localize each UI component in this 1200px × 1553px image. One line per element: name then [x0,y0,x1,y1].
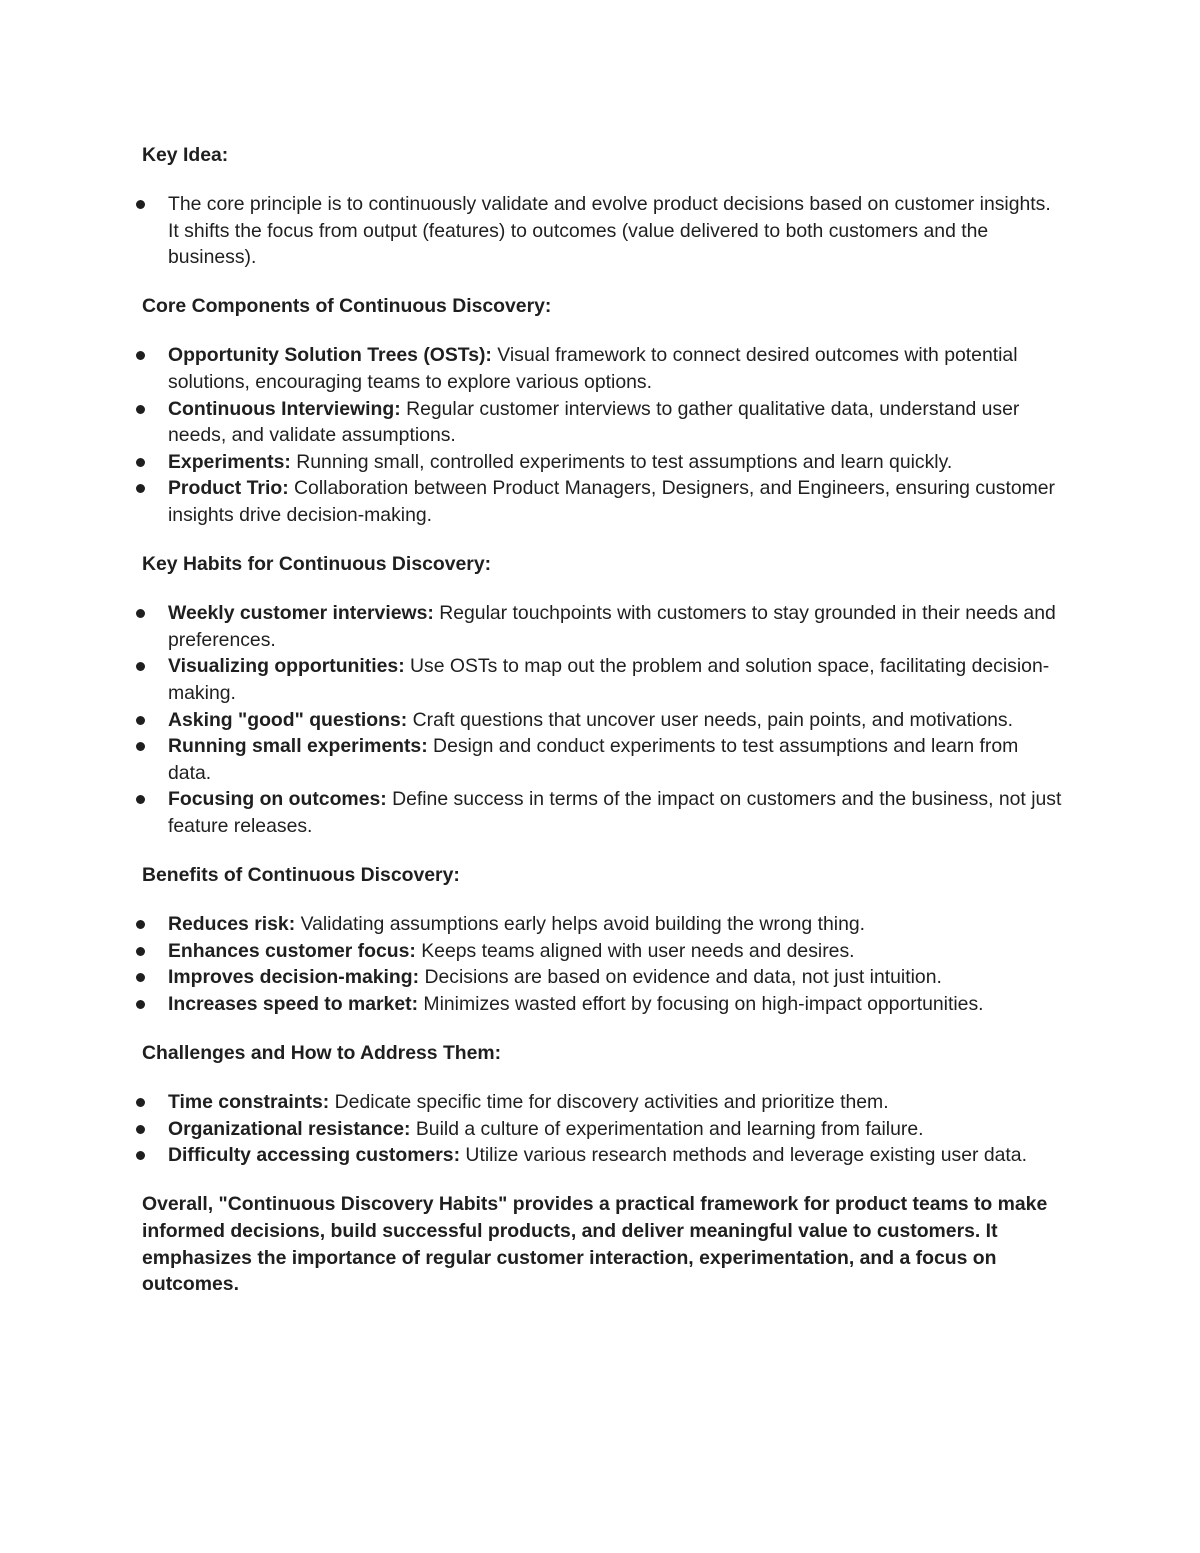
summary-paragraph: Overall, "Continuous Discovery Habits" provides a practical framework for product teams to make informed decisions, build successful products, and deliver meaningful value to customers. It emphasizes the importance of regular customer interaction, experimentation, and a focus on outcomes. [142,1193,1048,1296]
list-item-text: Decisions are based on evidence and data, not just intuition. [419,966,942,989]
spacer [142,578,1062,601]
list-item-text: Use OSTs to map out the problem and solution space, facilitating decision-making. [168,655,1050,704]
list-item-text: Minimizes wasted effort by focusing on high-impact opportunities. [418,992,984,1015]
list-item [142,1142,1062,1169]
list-item-text: The core principle is to continuously validate and evolve product decisions based on customer insights. It shifts the focus from output (features) to outcomes (value delivered to both customers and the business). [168,193,1051,269]
bullet-icon [136,1098,145,1107]
bullet-icon [136,405,145,414]
list-item-text: Collaboration between Product Managers, Designers, and Engineers, ensuring customer insights drive decision-making. [168,477,1056,527]
list-item-term: Continuous Interviewing: [168,397,401,420]
list-item-text: Craft questions that uncover user needs, pain points, and motivations. [407,708,1014,731]
bullet-icon [136,200,145,209]
bullet-icon [136,716,145,725]
bullet-icon [136,458,145,467]
list-item-text: Regular touchpoints with customers to stay grounded in their needs and preferences. [168,602,1056,651]
spacer [142,1067,1062,1090]
bullet-list [142,911,1062,1017]
list-item-term: Running small experiments: [168,735,428,758]
list-item-text: Keeps teams aligned with user needs and desires. [415,939,855,962]
list-item-text: Dedicate specific time for discovery activities and prioritize them. [329,1091,889,1114]
list-item-term: Enhances customer focus: [168,939,416,962]
bullet-icon [136,1151,145,1160]
spacer [142,320,1062,343]
list-item [142,1089,1062,1116]
list-item-term: Opportunity Solution Trees (OSTs): [168,344,492,367]
list-item-text: Running small, controlled experiments to test assumptions and learn quickly. [290,450,953,473]
list-item [142,991,1062,1018]
bullet-list [142,1089,1062,1169]
section-heading-key-habits-for-continuous-discovery: Key Habits for Continuous Discovery: [142,553,492,576]
list-item-term: Difficulty accessing customers: [168,1144,461,1167]
bullet-icon [136,1125,145,1134]
list-item-term: Product Trio: [168,477,289,500]
list-item [142,653,1062,706]
list-item-text: Design and conduct experiments to test assumptions and learn from data. [168,735,1019,784]
spacer [142,1169,1062,1192]
list-item-term: Weekly customer interviews: [168,602,434,625]
list-item-text: Visual framework to connect desired outcomes with potential solutions, encouraging teams to explore various options. [168,344,1018,394]
bullet-icon [136,609,145,618]
bullet-list [142,342,1062,528]
list-item-term: Asking "good" questions: [168,708,408,731]
list-item-term: Focusing on outcomes: [168,788,387,811]
spacer [142,1018,1062,1041]
list-item-text: Validating assumptions early helps avoid building the wrong thing. [295,913,866,936]
list-item [142,733,1062,786]
bullet-icon [136,742,145,751]
bullet-icon [136,351,145,360]
spacer [142,840,1062,863]
list-item [142,396,1062,449]
bullet-icon [136,973,145,982]
list-item [142,600,1062,653]
list-item-term: Time constraints: [168,1091,330,1114]
list-item-term: Experiments: [168,450,291,473]
list-item-term: Visualizing opportunities: [168,655,405,678]
spacer [142,271,1062,294]
list-item [142,342,1062,395]
spacer [142,169,1062,192]
document-body [142,142,1062,1298]
section-heading-key-idea: Key Idea: [142,144,229,166]
list-item [142,938,1062,965]
list-item-text: Define success in terms of the impact on customers and the business, not just feature releases. [168,788,1062,837]
bullet-icon [136,662,145,671]
bullet-icon [136,920,145,929]
list-item [142,786,1062,839]
list-item [142,475,1062,528]
bullet-list [142,600,1062,839]
bullet-icon [136,484,145,493]
list-item [142,449,1062,476]
bullet-list [142,191,1062,271]
section-heading-challenges-and-how-to-address-them: Challenges and How to Address Them: [142,1042,502,1065]
bullet-icon [136,947,145,956]
bullet-icon [136,795,145,804]
list-item [142,964,1062,991]
list-item-term: Improves decision-making: [168,966,420,989]
list-item-text: Utilize various research methods and leverage existing user data. [460,1144,1027,1167]
bullet-icon [136,1000,145,1009]
list-item-term: Organizational resistance: [168,1117,411,1140]
list-item [142,191,1062,271]
list-item-term: Increases speed to market: [168,992,419,1015]
list-item [142,911,1062,938]
list-item [142,707,1062,734]
list-item-term: Reduces risk: [168,913,296,936]
section-heading-benefits-of-continuous-discovery: Benefits of Continuous Discovery: [142,864,460,887]
section-heading-core-components-of-continuous-discovery: Core Components of Continuous Discovery: [142,295,552,318]
list-item-text: Regular customer interviews to gather qualitative data, understand user needs, and validate assumptions. [168,397,1020,447]
list-item-text: Build a culture of experimentation and learning from failure. [410,1117,924,1140]
spacer [142,529,1062,552]
spacer [142,889,1062,912]
list-item [142,1116,1062,1143]
